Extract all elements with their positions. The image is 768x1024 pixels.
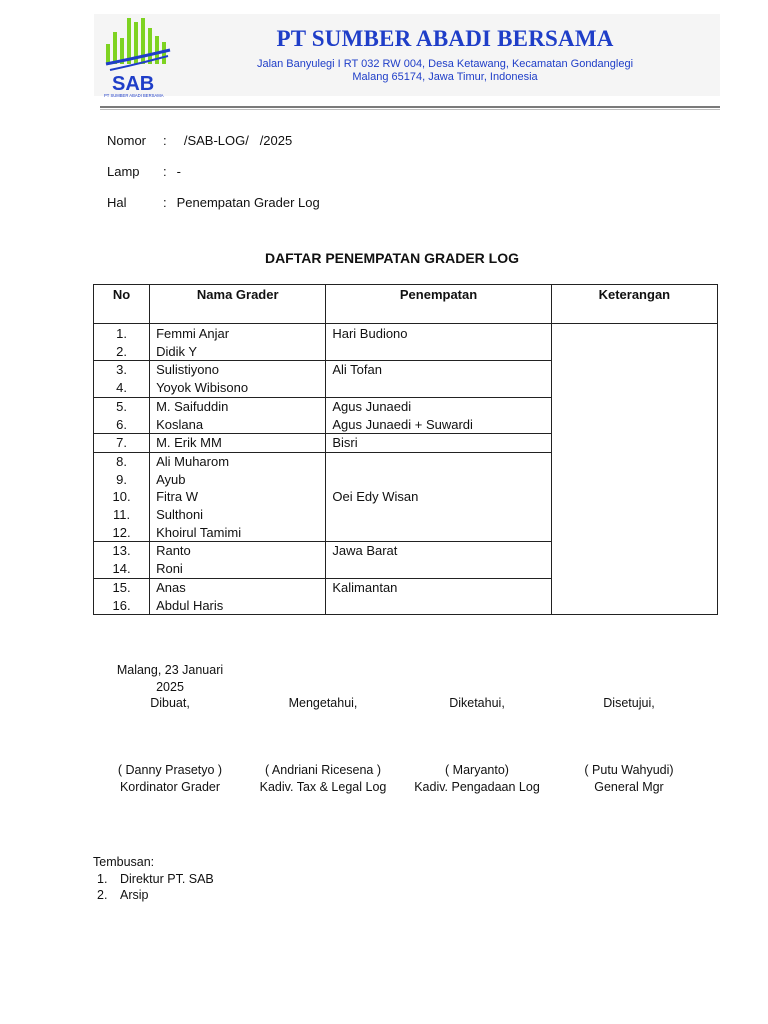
copies-title: Tembusan: xyxy=(93,855,155,869)
sig-title-3: Kadiv. Pengadaan Log xyxy=(414,780,540,794)
grader-name: Sulistiyono xyxy=(156,362,219,378)
sig-title-1: Kordinator Grader xyxy=(119,780,221,794)
row-placement-cell xyxy=(326,361,551,397)
row-name-cell xyxy=(150,397,326,433)
header-rule-thin xyxy=(100,109,720,110)
row-no: 14. xyxy=(112,561,131,577)
row-placement-cell xyxy=(326,452,551,542)
row-placement-cell xyxy=(326,542,551,578)
placement-table xyxy=(93,284,718,615)
grader-name: Khoirul Tamimi xyxy=(156,524,242,540)
grader-name: Fitra W xyxy=(156,489,198,505)
row-no-cell xyxy=(94,452,150,542)
grader-name: Koslana xyxy=(156,416,204,432)
meta-nomor xyxy=(107,133,292,148)
grader-name: Ayub xyxy=(156,471,186,487)
table-row xyxy=(94,324,718,361)
row-no: 2. xyxy=(116,343,127,359)
sig-role-diketahui: Diketahui, xyxy=(449,696,505,710)
grader-name: Sulthoni xyxy=(156,507,204,523)
grader-name: Abdul Haris xyxy=(156,597,224,613)
sig-title-4: General Mgr xyxy=(594,780,664,794)
row-no: 9. xyxy=(116,471,127,487)
placement: Bisri xyxy=(332,435,358,451)
row-name-cell xyxy=(150,324,326,361)
header-no: No xyxy=(94,285,150,324)
sig-name-2: ( Andriani Ricesena ) xyxy=(264,763,382,777)
sig-name-3: ( Maryanto) xyxy=(445,763,509,777)
copies-item xyxy=(97,888,148,902)
grader-name: Ali Muharom xyxy=(156,453,230,469)
row-no: 12. xyxy=(112,524,131,540)
grader-name: Didik Y xyxy=(156,343,198,359)
sig-name-4: ( Putu Wahyudi) xyxy=(584,763,674,777)
row-name-cell xyxy=(150,452,326,542)
header-placement: Penempatan xyxy=(326,285,551,324)
row-no: 16. xyxy=(112,597,131,613)
placement: Ali Tofan xyxy=(332,362,382,378)
nomor-value: /SAB-LOG/ /2025 xyxy=(173,133,293,148)
address-line-1: Jalan Banyulegi I RT 032 RW 004, Desa Ketawang, Kecamatan Gondanglegi xyxy=(256,58,634,70)
row-no: 15. xyxy=(112,579,131,595)
place-date xyxy=(100,662,240,696)
placement: Hari Budiono xyxy=(332,326,408,341)
grader-name: Ranto xyxy=(156,543,191,559)
header-note: Keterangan xyxy=(551,285,717,324)
document-title: DAFTAR PENEMPATAN GRADER LOG xyxy=(264,250,520,266)
grader-name: Roni xyxy=(156,561,183,577)
hal-colon: : xyxy=(163,195,167,210)
row-no: 1. xyxy=(116,326,127,341)
row-no: 3. xyxy=(116,362,127,378)
grader-name: Yoyok Wibisono xyxy=(156,380,249,396)
company-name: PT SUMBER ABADI BERSAMA xyxy=(276,26,614,51)
lamp-colon: : xyxy=(163,164,167,179)
copies-item-number: 2. xyxy=(97,888,108,902)
row-no: 5. xyxy=(116,398,127,414)
grader-name: Anas xyxy=(156,579,186,595)
nomor-label: Nomor xyxy=(107,133,147,148)
table-header-row xyxy=(94,285,718,324)
nomor-colon: : xyxy=(163,133,167,148)
row-no: 10. xyxy=(112,489,131,505)
row-no: 6. xyxy=(116,416,127,432)
placement: Agus Junaedi xyxy=(332,398,412,414)
logo-text: SAB xyxy=(112,73,155,95)
placement: Kalimantan xyxy=(332,579,398,595)
copies-item xyxy=(97,872,214,886)
hal-value: Penempatan Grader Log xyxy=(173,195,320,210)
row-no: 8. xyxy=(116,453,127,469)
grader-name: M. Saifuddin xyxy=(156,398,229,414)
meta-hal xyxy=(107,195,320,210)
placement: Jawa Barat xyxy=(332,543,398,559)
sig-role-dibuat: Dibuat, xyxy=(150,696,190,710)
meta-lamp xyxy=(107,164,181,179)
logo-small-text: PT SUMBER ABADI BERSAMA xyxy=(104,93,164,98)
sig-role-mengetahui: Mengetahui, xyxy=(288,696,358,710)
place-date-line-1: Malang, 23 Januari xyxy=(116,663,224,677)
row-no-cell xyxy=(94,578,150,614)
placement: Oei Edy Wisan xyxy=(332,489,419,505)
address-line-2: Malang 65174, Jawa Timur, Indonesia xyxy=(352,71,538,83)
copies-item-number: 1. xyxy=(97,872,108,886)
row-no-cell xyxy=(94,324,150,361)
row-placement-cell xyxy=(326,434,551,453)
lamp-label: Lamp xyxy=(107,164,140,179)
sig-role-disetujui: Disetujui, xyxy=(603,696,655,710)
row-placement-cell xyxy=(326,397,551,433)
sig-name-1: ( Danny Prasetyo ) xyxy=(117,763,223,777)
row-name-cell xyxy=(150,578,326,614)
row-no: 4. xyxy=(116,380,127,396)
company-logo xyxy=(100,14,180,98)
row-name-cell xyxy=(150,542,326,578)
row-no-cell xyxy=(94,434,150,453)
note-cell xyxy=(551,324,717,615)
lamp-value: - xyxy=(173,164,181,179)
header-name: Nama Grader xyxy=(150,285,326,324)
row-no: 7. xyxy=(116,435,127,451)
row-no-cell xyxy=(94,361,150,397)
row-no-cell xyxy=(94,542,150,578)
hal-label: Hal xyxy=(107,195,127,210)
copies-item-text: Direktur PT. SAB xyxy=(120,872,214,886)
row-no: 11. xyxy=(112,507,131,523)
row-name-cell xyxy=(150,434,326,453)
place-date-line-2: 2025 xyxy=(156,680,184,694)
row-no: 13. xyxy=(112,543,131,559)
row-no-cell xyxy=(94,397,150,433)
header-rule xyxy=(100,106,720,108)
row-placement-cell xyxy=(326,324,551,361)
sig-title-2: Kadiv. Tax & Legal Log xyxy=(259,780,387,794)
copies-item-text: Arsip xyxy=(120,888,149,902)
row-placement-cell xyxy=(326,578,551,614)
grader-name: Femmi Anjar xyxy=(156,326,230,341)
row-name-cell xyxy=(150,361,326,397)
grader-name: M. Erik MM xyxy=(156,435,222,451)
placement: Agus Junaedi + Suwardi xyxy=(332,416,473,432)
